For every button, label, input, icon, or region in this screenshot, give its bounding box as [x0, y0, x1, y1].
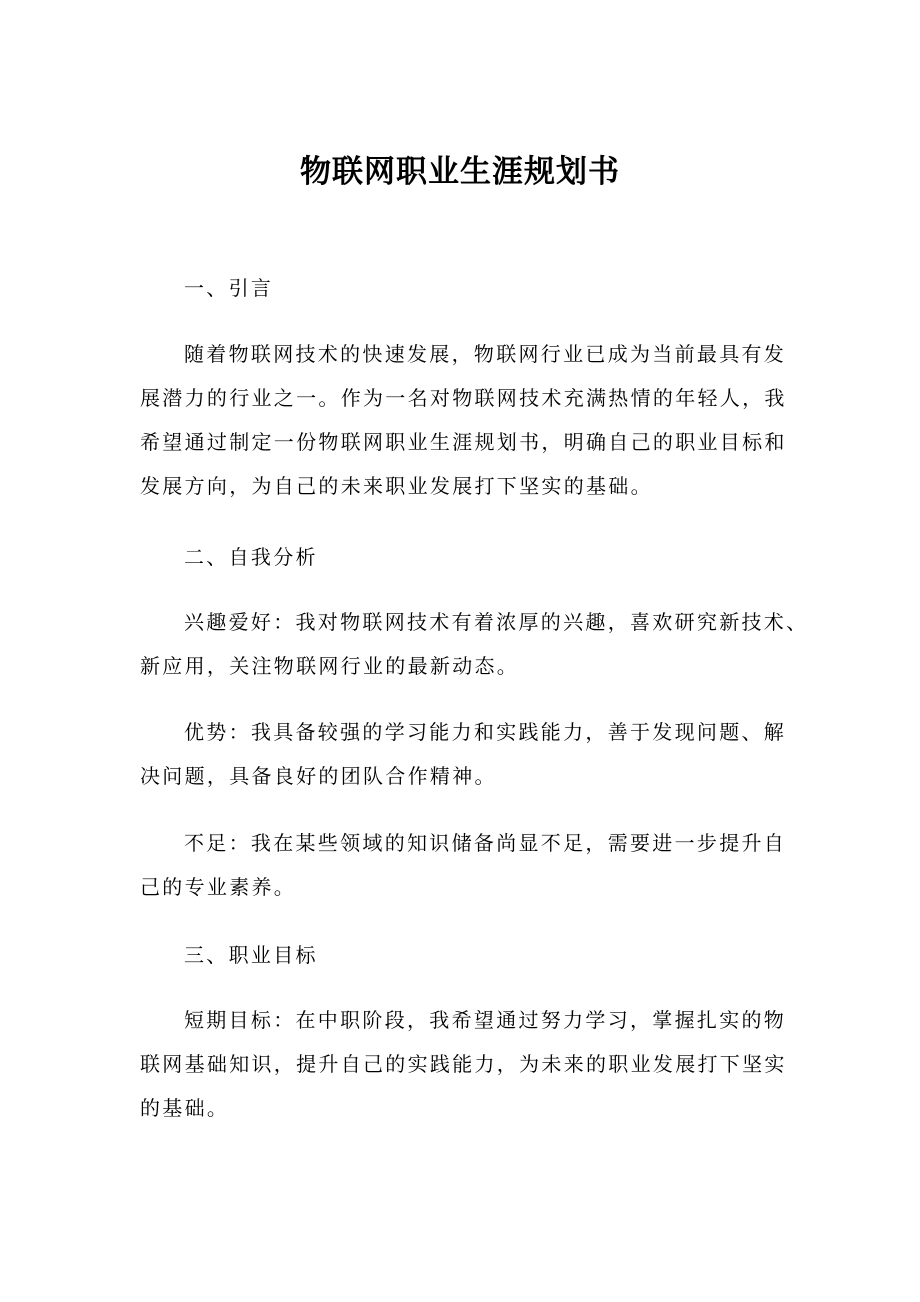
weakness-paragraph [140, 821, 790, 909]
strength-line-2: 决问题，具备良好的团队合作精神。 [140, 764, 497, 788]
intro-line-2: 展潜力的行业之一。作为一名对物联网技术充满热情的年轻人，我 [140, 386, 787, 410]
short-term-line-2: 联网基础知识，提升自己的实践能力，为未来的职业发展打下坚实 [140, 1052, 787, 1076]
intro-paragraph [140, 332, 790, 508]
interest-line-2: 新应用，关注物联网行业的最新动态。 [140, 654, 520, 678]
short-term-goal-paragraph [140, 998, 790, 1130]
document-title: 物联网职业生涯规划书 [300, 154, 620, 190]
career-goal-heading [140, 933, 790, 977]
intro-line-1: 随着物联网技术的快速发展，物联网行业已成为当前最具有发 [184, 342, 787, 366]
interest-paragraph [140, 600, 809, 688]
short-term-line-1: 短期目标：在中职阶段，我希望通过努力学习，掌握扎实的物 [184, 1008, 787, 1032]
career-goal-heading-text: 三、职业目标 [184, 943, 318, 967]
intro-heading [140, 266, 790, 310]
self-analysis-heading [140, 535, 790, 579]
weakness-line-1: 不足：我在某些领域的知识储备尚显不足，需要进一步提升自 [184, 831, 787, 855]
weakness-line-2: 己的专业素养。 [140, 875, 297, 899]
self-analysis-heading-text: 二、自我分析 [184, 545, 318, 569]
short-term-line-3: 的基础。 [140, 1096, 230, 1120]
intro-heading-text: 一、引言 [184, 276, 274, 300]
strength-line-1: 优势：我具备较强的学习能力和实践能力，善于发现问题、解 [184, 720, 787, 744]
intro-line-4: 发展方向，为自己的未来职业发展打下坚实的基础。 [140, 474, 653, 498]
strength-paragraph [140, 710, 790, 798]
interest-line-1: 兴趣爱好：我对物联网技术有着浓厚的兴趣，喜欢研究新技术、 [184, 610, 809, 634]
intro-line-3: 希望通过制定一份物联网职业生涯规划书，明确自己的职业目标和 [140, 430, 787, 454]
